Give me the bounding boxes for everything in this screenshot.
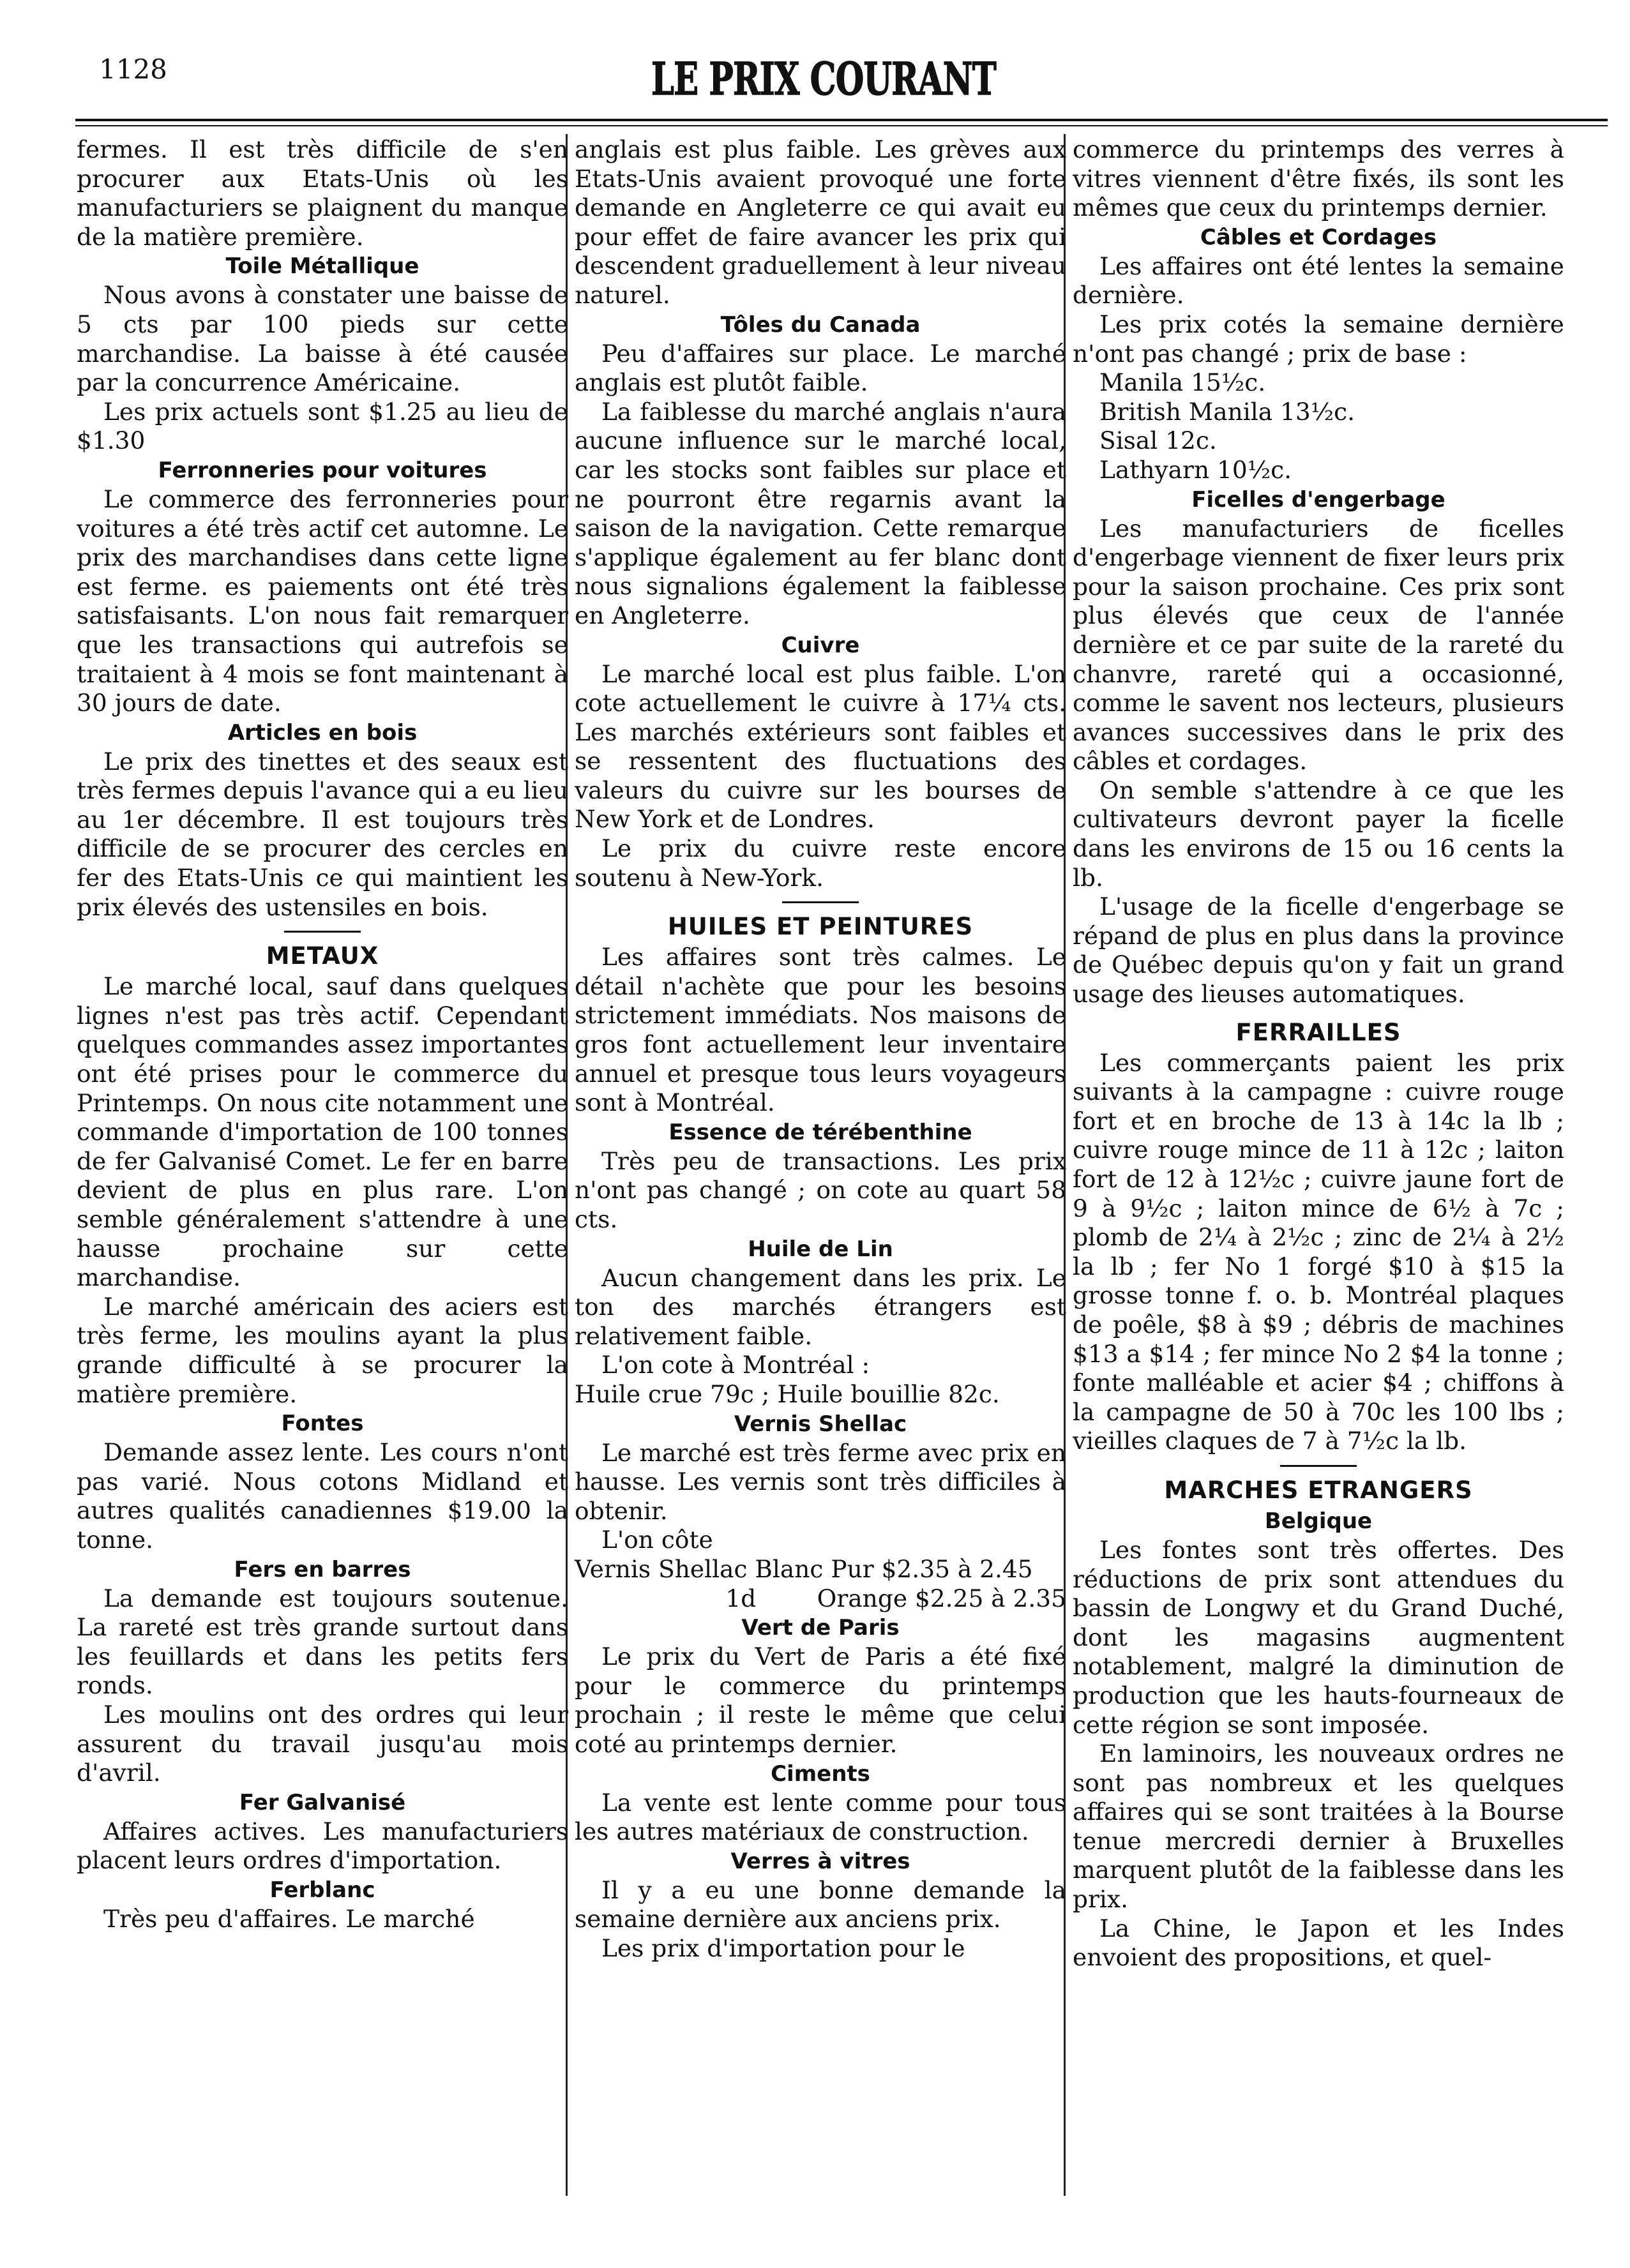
paragraph: Les affaires sont très calmes. Le détail n'achète que pour les besoins strictement immédiats. Nos maisons de gros font actuellement leur inventaire annuel et presque tous leurs voyageurs sont à Montréal. <box>575 943 1066 1117</box>
section-rule <box>782 901 859 903</box>
section-heading: Vert de Paris <box>741 1615 900 1641</box>
price-list-item: Manila 15½c. <box>1099 368 1266 397</box>
paragraph: Le prix du Vert de Paris a été fixé pour le commerce du printemps prochain ; il reste le même que celui coté au printemps dernier. <box>575 1642 1066 1758</box>
paragraph: La Chine, le Japon et les Indes envoient des propositions, et quel- <box>1073 1914 1564 1972</box>
section-heading: Belgique <box>1264 1508 1373 1534</box>
section-heading: Ferronneries pour voitures <box>158 457 487 483</box>
paragraph: Très peu de transactions. Les prix n'ont pas changé ; on cote au quart 58 cts. <box>575 1146 1066 1233</box>
paragraph: Aucun changement dans les prix. Le ton des marchés étrangers est relativement faible. <box>575 1263 1066 1350</box>
paragraph: Les manufacturiers de ficelles d'engerbage viennent de fixer leurs prix pour la saison prochaine. Ces prix sont plus élevés que ceux de l'année dernière et ce par suite de la rareté du chanvre, rareté qui a occasionné, comme le savent nos lecteurs, plusieurs avances successives dans le prix des câbles et cordages. <box>1073 514 1564 776</box>
paragraph: anglais est plus faible. Les grèves aux Etats-Unis avaient provoqué une forte demande en Angleterre ce qui avait eu pour effet de faire avancer les prix qui descendent graduellement à leur niveau naturel. <box>575 135 1066 309</box>
section-heading: Vernis Shellac <box>734 1411 907 1437</box>
section-heading: Cuivre <box>781 632 860 658</box>
section-heading: Tôles du Canada <box>720 312 921 338</box>
column-3 <box>1073 135 1564 2204</box>
paragraph: Le prix du cuivre reste encore soutenu à New-York. <box>575 834 1066 892</box>
masthead-title: LE PRIX COURANT <box>651 52 997 105</box>
price-line: 1d Orange $2.25 à 2.35 <box>725 1584 1066 1612</box>
header-rule-thin <box>75 125 1608 126</box>
paragraph: La faiblesse du marché anglais n'aura aucune influence sur le marché local, car les stocks sont faibles sur place et ne pourront être regarnis avant la saison de la navigation. Cette remarque s'applique également au fer blanc dont nous signalions également la faiblesse en Angleterre. <box>575 397 1066 629</box>
column-2 <box>575 135 1066 2204</box>
section-heading: Ferblanc <box>269 1877 375 1903</box>
paragraph: Les affaires ont été lentes la semaine dernière. <box>1073 252 1564 310</box>
section-heading: Ficelles d'engerbage <box>1191 486 1445 513</box>
paragraph: L'usage de la ficelle d'engerbage se répand de plus en plus dans la province de Québec depuis qu'on y fait un grand usage des lieuses automatiques. <box>1073 892 1564 1009</box>
section-heading: Ciments <box>771 1761 870 1787</box>
major-heading: MARCHES ETRANGERS <box>1164 1476 1473 1504</box>
paragraph: On semble s'attendre à ce que les cultivateurs devront payer la ficelle dans les environs de 15 ou 16 cents la lb. <box>1073 776 1564 892</box>
header-rule <box>75 119 1608 121</box>
paragraph: Les fontes sont très offertes. Des réductions de prix sont attendues du bassin de Longwy et du Grand Duché, dont les magasins augmentent notablement, malgré la diminution de production que les hauts-fourneaux de cette région se sont imposée. <box>1073 1535 1564 1739</box>
price-list-item: Lathyarn 10½c. <box>1099 455 1292 484</box>
paragraph: Les prix d'importation pour le <box>601 1934 965 1962</box>
section-heading: Verres à vitres <box>730 1848 910 1874</box>
paragraph: Il y a eu une bonne demande la semaine dernière aux anciens prix. <box>575 1875 1066 1934</box>
section-rule <box>1280 1465 1357 1467</box>
section-heading: Essence de térébenthine <box>668 1119 972 1145</box>
paragraph: Le prix des tinettes et des seaux est très fermes depuis l'avance qui a eu lieu au 1er décembre. Il est toujours très difficile de se procurer des cercles en fer des Etats-Unis ce qui maintient les prix élevés des ustensiles en bois. <box>77 747 568 921</box>
paragraph: Le marché local, sauf dans quelques lignes n'est pas très actif. Cependant quelques commandes assez importantes ont été prises pour le commerce du Printemps. On nous cite notamment une commande d'importation de 100 tonnes de fer Galvanisé Comet. Le fer en barre devient de plus en plus rare. L'on semble généralement s'attendre à une hausse prochaine sur cette marchandise. <box>77 972 568 1292</box>
major-heading: FERRAILLES <box>1235 1018 1401 1046</box>
section-heading: Fontes <box>281 1411 364 1437</box>
paragraph: Le marché local est plus faible. L'on cote actuellement le cuivre à 17¼ cts. Les marchés extérieurs sont faibles et se ressentent des fluctuations des valeurs du cuivre sur les bourses de New York et de Londres. <box>575 659 1066 834</box>
paragraph: commerce du printemps des verres à vitres viennent d'être fixés, ils sont les mêmes que ceux du printemps dernier. <box>1073 135 1564 222</box>
section-rule <box>284 931 361 933</box>
price-line: Vernis Shellac Blanc Pur $2.35 à 2.45 <box>575 1554 1033 1583</box>
paragraph: La vente est lente comme pour tous les autres matériaux de construction. <box>575 1788 1066 1846</box>
paragraph: Nous avons à constater une baisse de 5 cts par 100 pieds sur cette marchandise. La baisse à été causée par la concurrence Américaine. <box>77 281 568 397</box>
paragraph: Le marché est très ferme avec prix en hausse. Les vernis sont très difficiles à obtenir. <box>575 1438 1066 1525</box>
paragraph: Très peu d'affaires. Le marché <box>103 1904 475 1933</box>
paragraph: fermes. Il est très difficile de s'en procurer aux Etats-Unis où les manufacturiers se plaignent du manque de la matière première. <box>77 135 568 251</box>
section-heading: Articles en bois <box>227 719 418 746</box>
paragraph: Demande assez lente. Les cours n'ont pas varié. Nous cotons Midland et autres qualités canadiennes $19.00 la tonne. <box>77 1438 568 1554</box>
paragraph: En laminoirs, les nouveaux ordres ne sont pas nombreux et les quelques affaires qui se sont traitées à la Bourse tenue mercredi dernier à Bruxelles marquent plutôt de la faiblesse dans les prix. <box>1073 1739 1564 1914</box>
masthead-logo <box>645 43 1002 110</box>
column-1 <box>77 135 568 2204</box>
section-heading: Huile de Lin <box>748 1236 893 1262</box>
price-list-item: Sisal 12c. <box>1099 426 1217 455</box>
paragraph: L'on côte <box>601 1526 713 1554</box>
major-heading: METAUX <box>266 942 379 970</box>
major-heading: HUILES ET PEINTURES <box>667 913 974 941</box>
paragraph: Le marché américain des aciers est très ferme, les moulins ayant la plus grande difficulté à se procurer la matière première. <box>77 1292 568 1408</box>
paragraph: La demande est toujours soutenue. La rareté est très grande surtout dans les feuillards et dans les petits fers ronds. <box>77 1584 568 1700</box>
paragraph: Affaires actives. Les manufacturiers placent leurs ordres d'importation. <box>77 1817 568 1875</box>
paragraph: Les moulins ont des ordres qui leur assurent du travail jusqu'au mois d'avril. <box>77 1700 568 1787</box>
paragraph: L'on cote à Montréal : <box>601 1351 870 1379</box>
section-heading: Câbles et Cordages <box>1200 224 1437 250</box>
paragraph: Peu d'affaires sur place. Le marché anglais est plutôt faible. <box>575 339 1066 397</box>
price-list-item: British Manila 13½c. <box>1099 397 1355 426</box>
page-number: 1128 <box>99 54 167 85</box>
paragraph: Les commerçants paient les prix suivants à la campagne : cuivre rouge fort et en broche de 13 à 14c la lb ; cuivre rouge mince de 11 à 12c ; laiton fort de 12 à 12½c ; cuivre jaune fort de 9 à 9½c ; laiton mince de 6½ à 7c ; plomb de 2¼ à 2½c ; zinc de 2¼ à 2½ la lb ; fer No 1 forgé $10 à $15 la grosse tonne f. o. b. Montréal plaques de poêle, $8 à $9 ; débris de machines $13 a $14 ; fer mince No 2 $4 la tonne ; fonte malléable et acier $4 ; chiffons à la campagne de 50 à 70c les 100 lbs ; vieilles claques de 7 à 7½c la lb. <box>1073 1048 1564 1455</box>
paragraph: Les prix actuels sont $1.25 au lieu de $1.30 <box>77 397 568 455</box>
price-line: Huile crue 79c ; Huile bouillie 82c. <box>575 1379 1000 1408</box>
section-heading: Toile Métallique <box>225 253 419 280</box>
paragraph: Les prix cotés la semaine dernière n'ont pas changé ; prix de base : <box>1073 310 1564 368</box>
section-heading: Fer Galvanisé <box>239 1789 406 1815</box>
section-heading: Fers en barres <box>234 1556 411 1582</box>
paragraph: Le commerce des ferronneries pour voitures a été très actif cet automne. Le prix des marchandises dans cette ligne est ferme. es paiements ont été très satisfaisants. L'on nous fait remarquer que les transactions qui autrefois se traitaient à 4 mois se font maintenant à 30 jours de date. <box>77 484 568 717</box>
